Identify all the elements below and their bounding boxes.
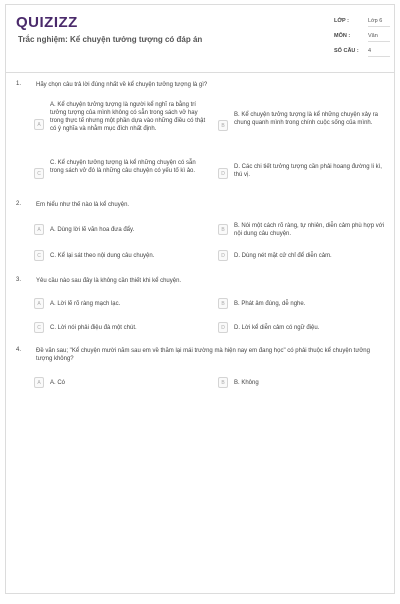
option-text: A. Kể chuyện tưởng tượng là người kể nghĩ ra bằng trí tưởng tượng của mình không có sẵn trong sách vở hay trong thực tế nhưng một phần dựa vào những điều có thật có ý nghĩa và nhằm mục đích nhất định.: [50, 102, 206, 132]
option-letter-box: A: [34, 298, 44, 309]
option-letter-box: B: [218, 377, 228, 388]
question-number: 4.: [16, 347, 22, 353]
question-number: 2.: [16, 201, 22, 207]
option-text: A. Lời lẽ rõ ràng mạch lạc.: [50, 301, 121, 307]
meta-row-grade: [334, 15, 390, 30]
option-text: D. Lời kể diễn cảm có ngữ điệu.: [234, 325, 320, 331]
worksheet-meta: [334, 15, 390, 60]
option-letter-box: D: [218, 250, 228, 261]
question-text: Hãy chọn câu trả lời đúng nhất về kể chuyện tưởng tượng là gì?: [36, 82, 208, 88]
option-letter-box: B: [218, 298, 228, 309]
option-text: D. Các chi tiết tưởng tượng cần phải hoang đường li kì, thú vị.: [234, 164, 382, 178]
option-letter-box: C: [34, 250, 44, 261]
option-text: C. Lời nói phải điệu đà một chút.: [50, 325, 137, 331]
option-letter-box: B: [218, 224, 228, 235]
option-text: B. Không: [234, 380, 259, 386]
meta-row-subject: [334, 30, 390, 45]
option-letter-box: A: [34, 224, 44, 235]
worksheet-page: [5, 4, 395, 594]
question-text: Yêu cầu nào sau đây là không cần thiết khi kể chuyện.: [36, 278, 182, 284]
option-text: A. Dùng lời lẽ văn hoa đưa đẩy.: [50, 227, 135, 233]
option-text: B. Kể chuyện tưởng tượng là kể những chuyện xảy ra chung quanh mình trong chính cuộc sống của mình.: [234, 112, 378, 126]
option-letter-box: A: [34, 377, 44, 388]
option-text: C. Kể lại sát theo nội dung câu chuyện.: [50, 253, 155, 259]
question-number: 1.: [16, 81, 22, 87]
worksheet-header: [6, 5, 394, 69]
meta-row-count: [334, 45, 390, 60]
option-text: A. Có: [50, 380, 66, 386]
option-letter-box: C: [34, 322, 44, 333]
meta-value: Lớp 6: [368, 18, 390, 27]
option-text: D. Dùng nét mặt cử chỉ để diễn cảm.: [234, 253, 332, 259]
quizizz-logo: QUIZIZZ: [16, 14, 78, 31]
option-letter-box: C: [34, 168, 44, 179]
worksheet-title: Trắc nghiệm: Kể chuyện tưởng tượng có đáp án: [18, 35, 203, 44]
option-text: B. Nói một cách rõ ràng, tự nhiên, diễn cảm phù hợp với nội dung câu chuyện.: [234, 223, 384, 237]
question-number: 3.: [16, 277, 22, 283]
meta-label: SỐ CÂU :: [334, 48, 359, 54]
question-text: Em hiểu như thế nào là kể chuyện.: [36, 202, 130, 208]
option-letter-box: A: [34, 119, 44, 130]
option-text: B. Phát âm đúng, dễ nghe.: [234, 301, 306, 307]
question-text: Đề văn sau; "Kể chuyện mười năm sau em về thăm lại mái trường mà hiện nay em đang học" có phải thuộc kể chuyện tưởng tượng không?: [36, 348, 370, 362]
meta-value: Văn: [368, 33, 390, 42]
meta-label: MÔN :: [334, 33, 351, 39]
option-letter-box: D: [218, 168, 228, 179]
option-text: C. Kể chuyện tưởng tượng là kể những chuyện có sẵn trong sách vở đó là những câu chuyện có yếu tố kì ảo.: [50, 160, 196, 174]
meta-value: 4: [368, 48, 390, 57]
header-divider: [6, 72, 394, 73]
option-letter-box: D: [218, 322, 228, 333]
option-letter-box: B: [218, 120, 228, 131]
meta-label: LỚP :: [334, 18, 349, 24]
